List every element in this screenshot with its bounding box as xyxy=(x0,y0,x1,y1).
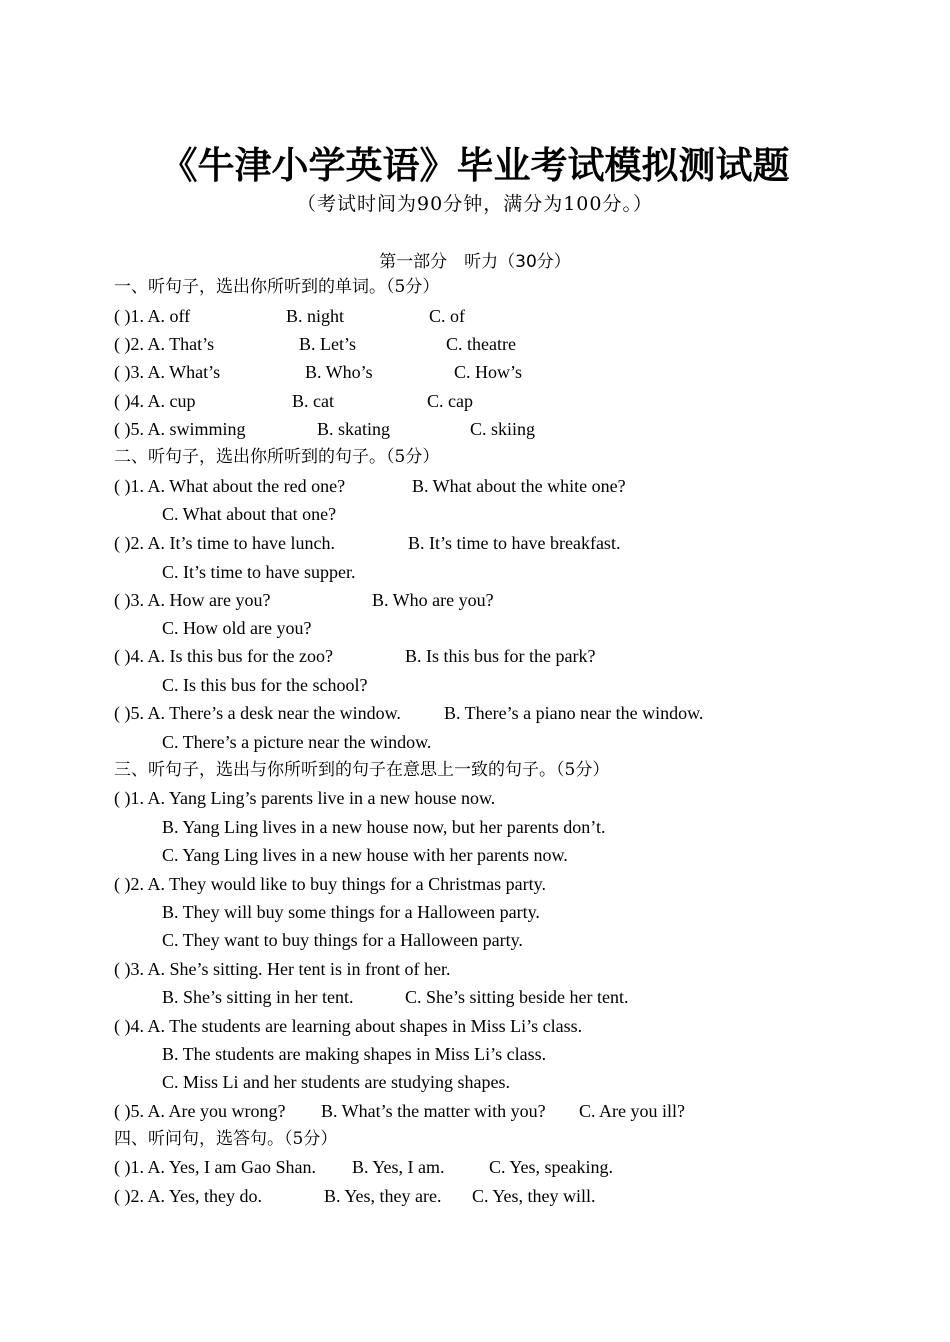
option-a: ( )1. A. Yes, I am Gao Shan. xyxy=(114,1157,316,1177)
section-heading: 三、听句子，选出与你所听到的句子在意思上一致的句子。（5分） xyxy=(114,760,610,780)
option-a: ( )4. A. The students are learning about shapes in Miss Li’s class. xyxy=(114,1016,583,1036)
section-heading: 四、听问句，选答句。（5分） xyxy=(114,1129,338,1149)
section-heading: 二、听句子，选出你所听到的句子。（5分） xyxy=(114,447,440,467)
option-b: B. She’s sitting in her tent. xyxy=(162,987,354,1007)
option-b: B. Yes, they are. xyxy=(324,1186,442,1206)
option-b: B. skating xyxy=(317,419,391,439)
option-c: C. skiing xyxy=(470,419,536,439)
option-b: B. night xyxy=(286,306,345,326)
option-c: C. How old are you? xyxy=(162,618,312,638)
option-c: C. Yes, speaking. xyxy=(489,1157,614,1177)
option-c: C. of xyxy=(429,306,465,326)
option-c: C. Is this bus for the school? xyxy=(162,675,368,695)
option-c: C. Yang Ling lives in a new house with her parents now. xyxy=(162,845,568,865)
option-c: C. It’s time to have supper. xyxy=(162,562,356,582)
option-a: ( )2. A. That’s xyxy=(114,334,215,354)
option-a: ( )3. A. How are you? xyxy=(114,590,271,610)
option-a: ( )2. A. They would like to buy things for a Christmas party. xyxy=(114,874,546,894)
option-c: C. Yes, they will. xyxy=(472,1186,596,1206)
option-b: B. What’s the matter with you? xyxy=(321,1101,546,1121)
option-c: C. Miss Li and her students are studying shapes. xyxy=(162,1072,510,1092)
option-c: C. There’s a picture near the window. xyxy=(162,732,432,752)
option-a: ( )1. A. What about the red one? xyxy=(114,476,346,496)
option-b: B. Yang Ling lives in a new house now, but her parents don’t. xyxy=(162,817,606,837)
option-a: ( )3. A. She’s sitting. Her tent is in front of her. xyxy=(114,959,451,979)
option-c: C. cap xyxy=(427,391,473,411)
option-b: B. cat xyxy=(292,391,334,411)
option-a: ( )3. A. What’s xyxy=(114,362,221,382)
option-a: ( )1. A. Yang Ling’s parents live in a new house now. xyxy=(114,788,496,808)
option-b: B. What about the white one? xyxy=(412,476,626,496)
option-c: C. She’s sitting beside her tent. xyxy=(405,987,629,1007)
option-b: B. They will buy some things for a Halloween party. xyxy=(162,902,540,922)
option-c: C. theatre xyxy=(446,334,516,354)
option-b: B. It’s time to have breakfast. xyxy=(408,533,621,553)
option-a: ( )5. A. There’s a desk near the window. xyxy=(114,703,401,723)
section-heading: 一、听句子，选出你所听到的单词。（5分） xyxy=(114,277,440,297)
option-a: ( )4. A. cup xyxy=(114,391,196,411)
option-b: B. Let’s xyxy=(299,334,356,354)
option-b: B. There’s a piano near the window. xyxy=(444,703,704,723)
option-b: B. The students are making shapes in Miss Li’s class. xyxy=(162,1044,547,1064)
option-a: ( )2. A. Yes, they do. xyxy=(114,1186,263,1206)
option-b: B. Who are you? xyxy=(372,590,494,610)
option-c: C. They want to buy things for a Halloween party. xyxy=(162,930,523,950)
option-a: ( )1. A. off xyxy=(114,306,191,326)
exam-title: 《牛津小学英语》毕业考试模拟测试题 xyxy=(160,144,790,187)
option-a: ( )5. A. swimming xyxy=(114,419,246,439)
option-c: C. What about that one? xyxy=(162,504,337,524)
option-a: ( )2. A. It’s time to have lunch. xyxy=(114,533,335,553)
option-b: B. Yes, I am. xyxy=(352,1157,445,1177)
option-b: B. Who’s xyxy=(305,362,373,382)
option-c: C. Are you ill? xyxy=(579,1101,685,1121)
part-heading: 第一部分 听力（30分） xyxy=(379,252,571,272)
option-a: ( )4. A. Is this bus for the zoo? xyxy=(114,646,333,666)
exam-subtitle: （考试时间为90分钟，满分为100分。） xyxy=(297,193,653,215)
option-a: ( )5. A. Are you wrong? xyxy=(114,1101,286,1121)
option-b: B. Is this bus for the park? xyxy=(405,646,596,666)
option-c: C. How’s xyxy=(454,362,523,382)
